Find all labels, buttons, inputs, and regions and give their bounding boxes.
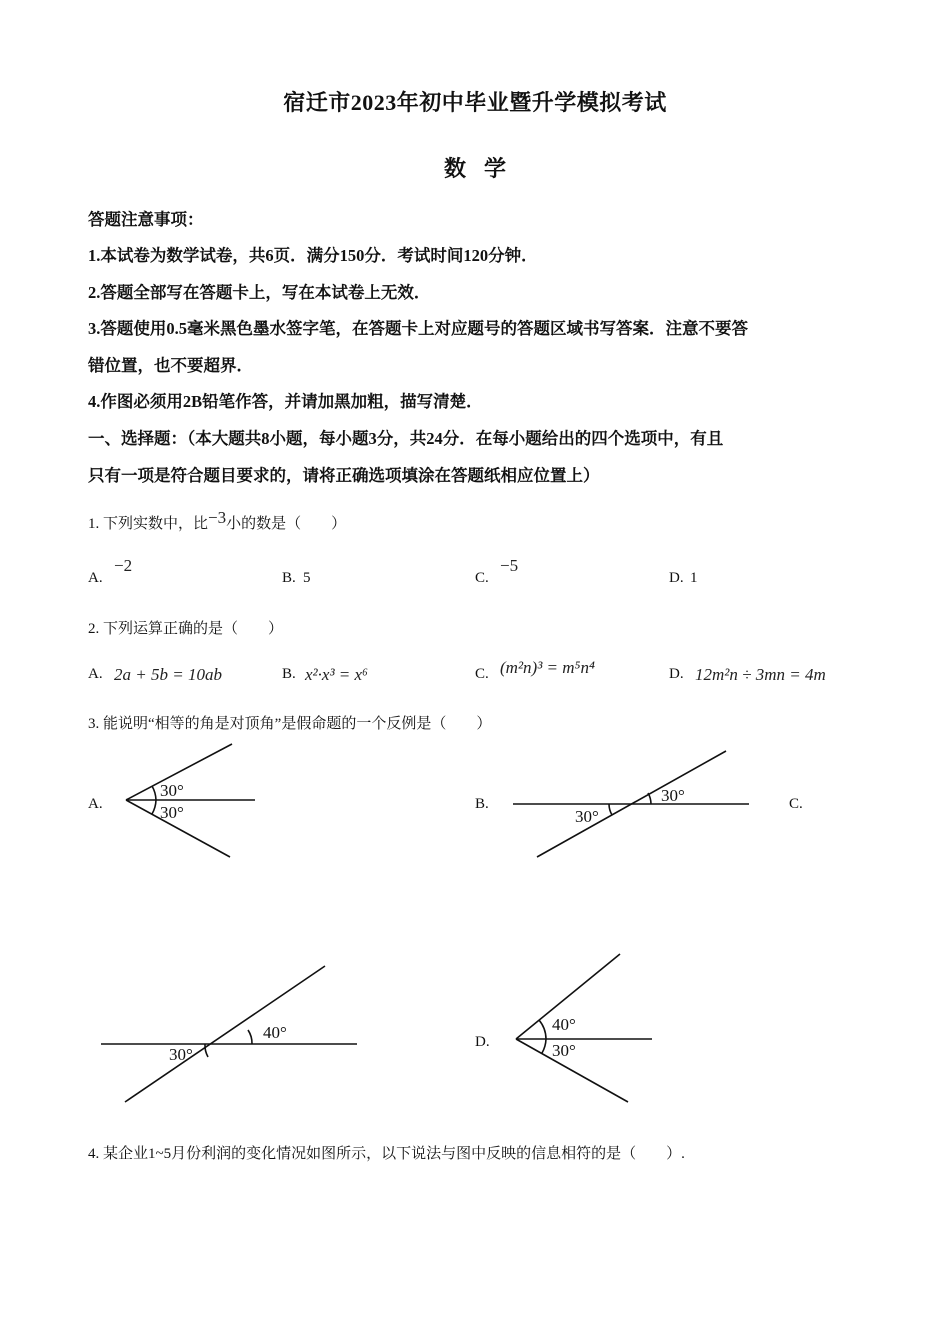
section-heading-line2: 只有一项是符合题目要求的，请将正确选项填涂在答题纸相应位置上） (88, 466, 600, 485)
figure-b-left-arc (609, 804, 612, 815)
q3-option-b-label[interactable]: B. (475, 796, 489, 812)
question-3-stem: 3. 能说明“相等的角是对顶角”是假命题的一个反例是（ ） (88, 716, 492, 732)
notice-item-1: 1.本试卷为数学试卷，共6页．满分150分．考试时间120分钟． (88, 246, 538, 265)
q1-option-d-label[interactable]: D. (669, 570, 684, 586)
q3-option-c-label[interactable]: C. (789, 796, 803, 812)
q2-option-c-label[interactable]: C. (475, 666, 489, 682)
q1-option-c-label[interactable]: C. (475, 570, 489, 586)
q1-option-c-value: −5 (500, 556, 519, 575)
figure-d-angle-lower: 30° (552, 1041, 576, 1060)
exam-title: 宿迁市2023年初中毕业暨升学模拟考试 (283, 90, 667, 115)
notice-item-3: 3.答题使用0.5毫米黑色墨水签字笔，在答题卡上对应题号的答题区域书写答案．注意不要答 (88, 319, 748, 338)
figure-c-angle-left: 30° (169, 1045, 193, 1064)
q2-option-a-label[interactable]: A. (88, 666, 103, 682)
q3-option-a-figure (110, 738, 270, 863)
section-heading-line1: 一、选择题：（本大题共8小题，每小题3分，共24分．在每小题给出的四个选项中，有且 (88, 429, 724, 448)
figure-d-upper-arc (539, 1020, 546, 1039)
q2-option-b-value: x²·x³ = x⁶ (305, 665, 368, 684)
notice-item-4: 4.作图必须用2B铅笔作答，并请加黑加粗，描写清楚． (88, 392, 483, 411)
question-1-text-after: 小的数是（ ） (226, 516, 347, 532)
figure-b-angle-left: 30° (575, 807, 599, 826)
notice-heading: 答题注意事项： (88, 210, 204, 229)
q3-option-d-label[interactable]: D. (475, 1034, 490, 1050)
figure-d-angle-upper: 40° (552, 1015, 576, 1034)
figure-a-angle-lower: 30° (160, 803, 184, 822)
q2-option-d-value: 12m²n ÷ 3mn = 4m (695, 665, 826, 684)
figure-c-angle-right: 40° (263, 1023, 287, 1042)
notice-item-3-cont: 错位置，也不要超界． (88, 356, 253, 375)
q3-option-d-figure (500, 948, 660, 1108)
q1-option-a-value: −2 (114, 556, 133, 575)
figure-a-upper-arc (152, 786, 156, 800)
figure-c-slanted-line (125, 966, 325, 1102)
q1-option-d-value: 1 (690, 570, 698, 586)
figure-a-lower-arc (152, 800, 156, 814)
q1-option-b-label[interactable]: B. (282, 570, 296, 586)
q2-option-b-label[interactable]: B. (282, 666, 296, 682)
subject-title: 数学 (443, 156, 524, 181)
figure-d-lower-arc (542, 1039, 546, 1053)
figure-b-angle-right: 30° (661, 786, 685, 805)
q3-option-c-figure (95, 960, 365, 1110)
question-1-math: −3 (208, 508, 227, 527)
figure-b-right-arc (648, 793, 651, 804)
question-4-stem: 4. 某企业1~5月份利润的变化情况如图所示，以下说法与图中反映的信息相符的是（ ）. (88, 1146, 685, 1162)
q3-option-b-figure (505, 745, 760, 863)
q3-option-a-label[interactable]: A. (88, 796, 103, 812)
q2-option-d-label[interactable]: D. (669, 666, 684, 682)
notice-item-2: 2.答题全部写在答题卡上，写在本试卷上无效． (88, 283, 431, 302)
question-2-stem: 2. 下列运算正确的是（ ） (88, 621, 284, 637)
q2-option-a-value: 2a + 5b = 10ab (114, 665, 222, 684)
figure-c-right-arc (248, 1030, 252, 1044)
question-1-stem (88, 508, 347, 533)
figure-a-angle-upper: 30° (160, 781, 184, 800)
q1-option-a-label[interactable]: A. (88, 570, 103, 586)
q2-option-c-value: (m²n)³ = m⁵n⁴ (500, 658, 595, 677)
q1-option-b-value: 5 (303, 570, 311, 586)
question-1-text-before: 1. 下列实数中，比 (88, 516, 209, 532)
